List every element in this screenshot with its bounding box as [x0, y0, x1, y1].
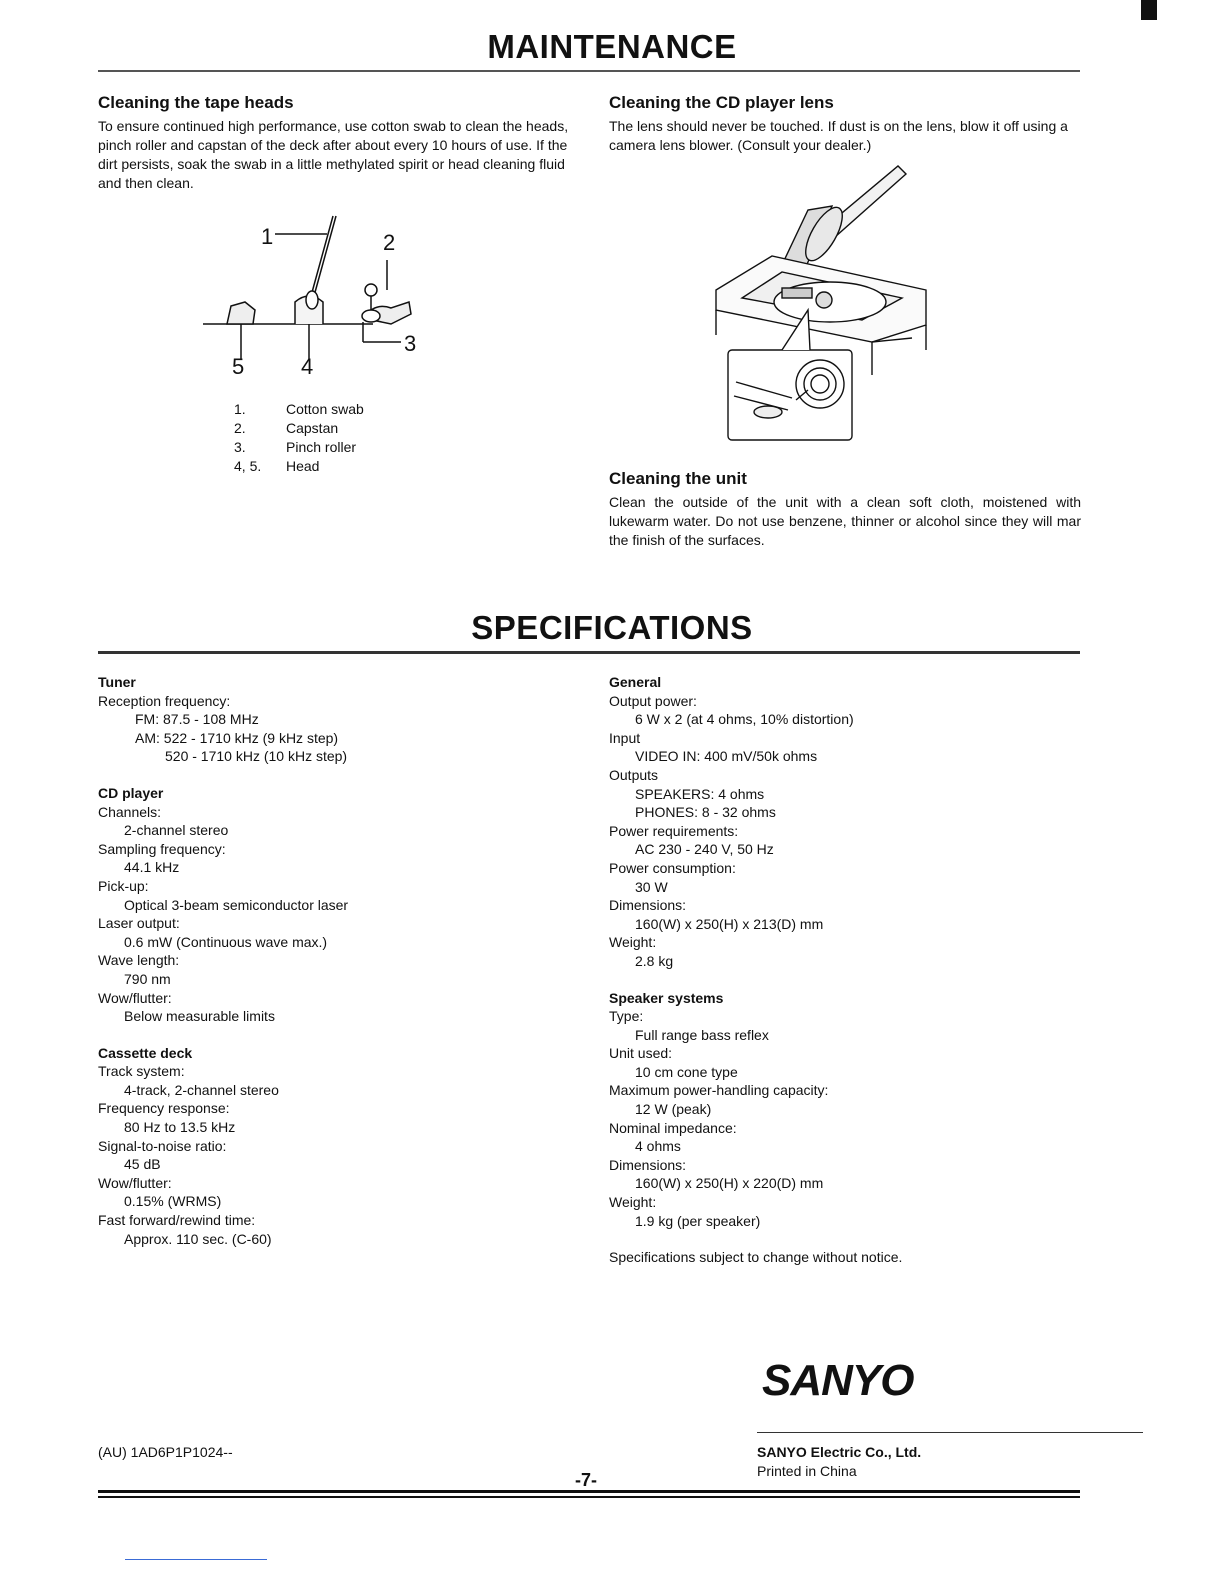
specifications-rule — [98, 651, 1080, 654]
spec-value: 30 W — [635, 878, 668, 895]
spec-value: 790 nm — [124, 970, 171, 987]
cd-player-illustration — [712, 160, 942, 445]
legend-item: 1. Cotton swab — [234, 401, 364, 417]
spec-left-column — [98, 673, 568, 1248]
tape-heads-section — [98, 93, 570, 193]
callout-5: 5 — [232, 354, 245, 379]
spec-value: 0.15% (WRMS) — [124, 1193, 222, 1210]
spec-label: Power requirements: — [609, 822, 739, 839]
spec-label: Fast forward/rewind time: — [98, 1212, 256, 1229]
cd-lens-text: The lens should never be touched. If dust is on the lens, blow it off using a camera lens blower. (Consult your dealer.) — [609, 118, 1068, 153]
tape-head-legend — [234, 400, 364, 476]
legend-item: 4, 5. Head — [234, 458, 320, 474]
printed-in: Printed in China — [757, 1463, 857, 1479]
cleaning-unit-section — [609, 469, 1081, 550]
spec-label: Maximum power-handling capacity: — [609, 1082, 829, 1099]
cleaning-unit-heading: Cleaning the unit — [609, 469, 747, 488]
maintenance-title: MAINTENANCE — [487, 28, 737, 65]
legend-item: 2. Capstan — [234, 420, 339, 436]
cd-lens-section — [609, 93, 1081, 155]
legend-item: 3. Pinch roller — [234, 439, 357, 455]
spec-label: Dimensions: — [609, 1156, 687, 1173]
spec-label: Output power: — [609, 692, 697, 709]
footer-company-rule — [757, 1432, 1143, 1433]
general-heading: General — [609, 674, 662, 690]
speaker-systems-heading: Speaker systems — [609, 989, 724, 1006]
spec-label: Type: — [609, 1008, 644, 1025]
spec-value: VIDEO IN: 400 mV/50k ohms — [635, 748, 818, 765]
spec-label: Frequency response: — [98, 1100, 230, 1117]
spec-value: PHONES: 8 - 32 ohms — [635, 804, 776, 821]
spec-value: 160(W) x 250(H) x 213(D) mm — [635, 915, 824, 932]
spec-value: 45 dB — [124, 1156, 161, 1173]
tuner-heading: Tuner — [98, 674, 136, 690]
spec-label: Track system: — [98, 1063, 185, 1080]
spec-value: FM: 87.5 - 108 MHz — [135, 711, 259, 728]
tape-heads-text: To ensure continued high performance, use cotton swab to clean the heads, pinch roller and capstan of the deck after about every 10 hours of use. If the dirt persists, soak the swab in a little methylated spirit or head cleaning fluid and then clean. — [98, 118, 569, 191]
spec-value: SPEAKERS: 4 ohms — [635, 785, 765, 802]
spec-value: 4-track, 2-channel stereo — [124, 1081, 279, 1098]
spec-label: Laser output: — [98, 915, 180, 932]
spec-label: Pick-up: — [98, 877, 149, 894]
spec-label: Input — [609, 729, 641, 746]
spec-value: 44.1 kHz — [124, 859, 180, 876]
spec-label: Power consumption: — [609, 859, 736, 876]
spec-label: Unit used: — [609, 1045, 673, 1062]
spec-right-column — [609, 673, 1079, 1267]
spec-value: 160(W) x 250(H) x 220(D) mm — [635, 1175, 824, 1192]
spec-value: 10 cm cone type — [635, 1063, 738, 1080]
spec-value: AM: 522 - 1710 kHz (9 kHz step) — [135, 729, 339, 746]
callout-3: 3 — [404, 331, 417, 356]
spec-value: 12 W (peak) — [635, 1101, 712, 1118]
tape-head-diagram — [195, 210, 435, 390]
callout-2: 2 — [383, 230, 396, 255]
specifications-title: SPECIFICATIONS — [471, 609, 753, 646]
spec-label: Weight: — [609, 934, 657, 951]
spec-value: 1.9 kg (per speaker) — [635, 1212, 761, 1229]
spec-label: Wow/flutter: — [98, 1174, 172, 1191]
cleaning-unit-text: Clean the outside of the unit with a clean soft cloth, moistened with lukewarm water. Do not use benzene, thinner or alcohol since they will mar the finish of the surfaces. — [609, 494, 1081, 548]
spec-label: Nominal impedance: — [609, 1119, 737, 1136]
spec-value: 520 - 1710 kHz (10 kHz step) — [165, 748, 348, 765]
sanyo-logo: SANYO — [762, 1356, 914, 1405]
cd-player-heading: CD player — [98, 784, 164, 801]
spec-label: Weight: — [609, 1194, 657, 1211]
spec-label: Reception frequency: — [98, 692, 231, 709]
tape-heads-heading: Cleaning the tape heads — [98, 93, 294, 112]
bottom-link-line — [125, 1559, 267, 1560]
spec-label: Channels: — [98, 803, 162, 820]
spec-value: 2-channel stereo — [124, 822, 229, 839]
spec-value: AC 230 - 240 V, 50 Hz — [635, 841, 774, 858]
spec-value: Below measurable limits — [124, 1008, 275, 1025]
spec-value: 80 Hz to 13.5 kHz — [124, 1119, 236, 1136]
footer-rule-1 — [98, 1490, 1080, 1493]
spec-label: Sampling frequency: — [98, 840, 226, 857]
spec-value: Approx. 110 sec. (C-60) — [124, 1230, 272, 1247]
spec-label: Dimensions: — [609, 897, 687, 914]
company-name: SANYO Electric Co., Ltd. — [757, 1444, 922, 1460]
spec-value: 4 ohms — [635, 1138, 681, 1155]
cassette-heading: Cassette deck — [98, 1044, 193, 1061]
model-code: (AU) 1AD6P1P1024-- — [98, 1444, 233, 1460]
callout-4: 4 — [301, 354, 314, 379]
callout-1: 1 — [261, 224, 274, 249]
maintenance-rule — [98, 70, 1080, 72]
spec-label: Signal-to-noise ratio: — [98, 1137, 227, 1154]
spec-label: Wave length: — [98, 952, 180, 969]
spec-value: Full range bass reflex — [635, 1026, 769, 1043]
spec-value: 0.6 mW (Continuous wave max.) — [124, 933, 328, 950]
page-number: -7- — [575, 1470, 597, 1490]
spec-value: Optical 3-beam semiconductor laser — [124, 896, 349, 913]
corner-mark — [1141, 0, 1157, 20]
spec-notice: Specifications subject to change without notice. — [609, 1249, 903, 1266]
spec-value: 6 W x 2 (at 4 ohms, 10% distortion) — [635, 711, 854, 728]
cd-lens-heading: Cleaning the CD player lens — [609, 93, 834, 112]
footer-rule-2 — [98, 1496, 1080, 1498]
spec-value: 2.8 kg — [635, 952, 674, 969]
spec-label: Outputs — [609, 766, 659, 783]
spec-label: Wow/flutter: — [98, 989, 172, 1006]
